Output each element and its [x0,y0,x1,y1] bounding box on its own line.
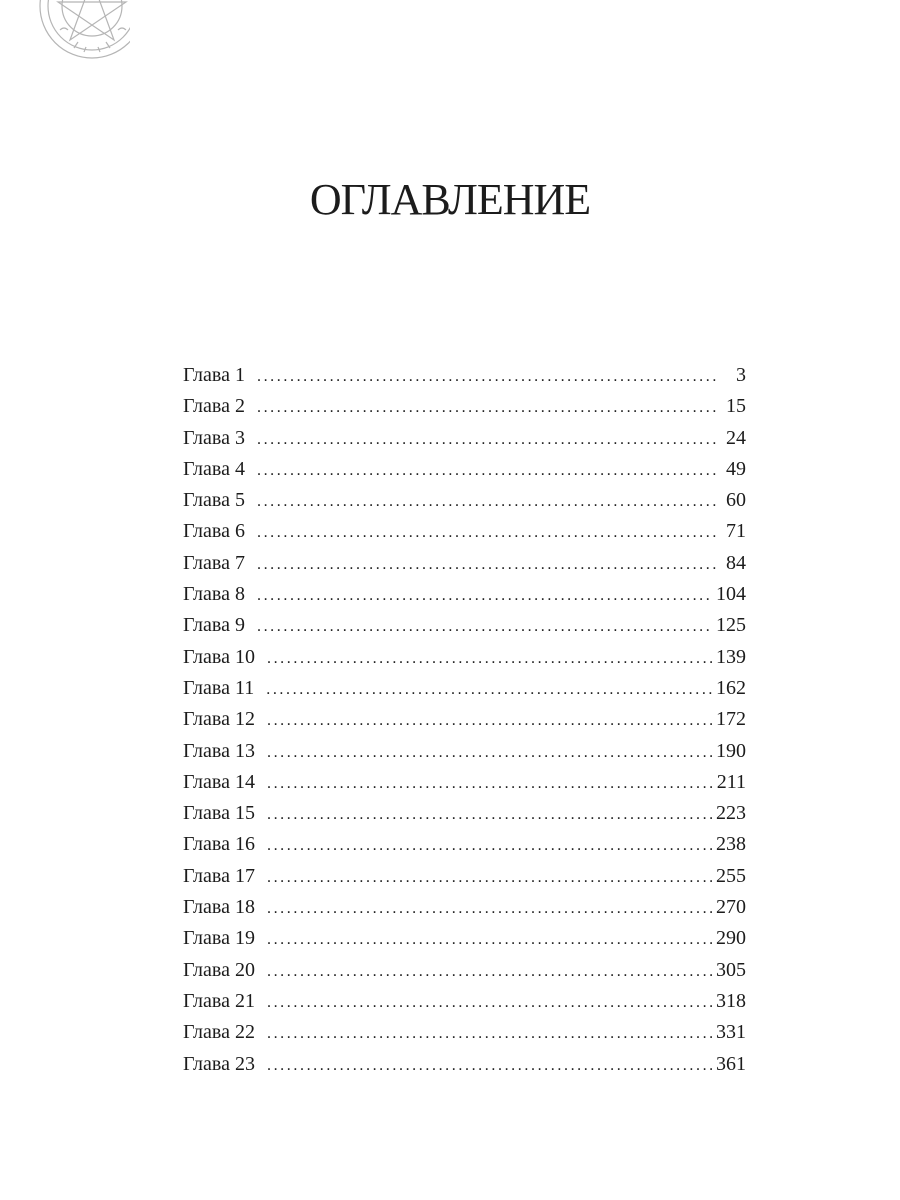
toc-entry-label: Глава 8 [183,583,245,606]
toc-entry[interactable] [183,1049,746,1080]
toc-entry-label: Глава 3 [183,426,245,449]
toc-entry[interactable] [183,516,746,547]
dot-leader [257,455,716,486]
dot-leader [267,768,713,799]
toc-entry-page: 331 [716,1021,746,1044]
toc-entry-page: 211 [716,770,746,793]
toc-entry-page: 238 [716,833,746,856]
dot-leader [257,361,716,392]
toc-entry-label: Глава 4 [183,457,245,480]
toc-entry-label: Глава 6 [183,520,245,543]
toc-entry[interactable] [183,798,746,829]
toc-entry[interactable] [183,391,746,422]
toc-entry-label: Глава 18 [183,896,255,919]
dot-leader [257,611,712,642]
toc-entry-page: 305 [716,958,746,981]
toc-entry-label: Глава 12 [183,708,255,731]
toc-entry[interactable] [183,767,746,798]
dot-leader [257,486,716,517]
toc-entry-label: Глава 13 [183,739,255,762]
toc-entry-page: 60 [726,489,746,512]
toc-entry-page: 255 [716,864,746,887]
toc-entry[interactable] [183,1017,746,1048]
toc-entry-label: Глава 15 [183,802,255,825]
toc-entry-label: Глава 17 [183,864,255,887]
toc-entry[interactable] [183,360,746,391]
toc-entry-page: 172 [716,708,746,731]
dot-leader [257,424,716,455]
dot-leader [267,830,712,861]
toc-entry-label: Глава 9 [183,614,245,637]
toc-entry[interactable] [183,829,746,860]
toc-entry[interactable] [183,548,746,579]
dot-leader [257,580,712,611]
toc-entry[interactable] [183,892,746,923]
toc-entry[interactable] [183,454,746,485]
dot-leader [267,705,712,736]
toc-entry-page: 104 [716,583,746,606]
dot-leader [267,862,712,893]
toc-entry[interactable] [183,955,746,986]
toc-entry-page: 49 [726,457,746,480]
dot-leader [257,392,716,423]
toc-entry-label: Глава 16 [183,833,255,856]
toc-entry-label: Глава 21 [183,989,255,1012]
toc-entry[interactable] [183,673,746,704]
dot-leader [267,924,712,955]
dot-leader [267,1018,712,1049]
toc-entry-page: 139 [716,645,746,668]
toc-entry-page: 3 [736,364,746,386]
toc-entry-page: 162 [716,676,746,699]
toc-entry-label: Глава 23 [183,1052,255,1075]
toc-entry-page: 125 [716,614,746,637]
toc-entry[interactable] [183,610,746,641]
toc-entry-label: Глава 2 [183,395,245,418]
dot-leader [257,549,716,580]
toc-entry-label: Глава 11 [183,676,255,699]
dot-leader [267,799,712,830]
dot-leader [267,956,712,987]
dot-leader [267,1050,712,1081]
toc-entry[interactable] [183,923,746,954]
toc-entry-label: Глава 20 [183,958,255,981]
toc-entry-page: 15 [726,395,746,418]
toc-entry-page: 361 [716,1052,746,1075]
toc-entry[interactable] [183,986,746,1017]
toc-entry[interactable] [183,579,746,610]
toc-entry-label: Глава 5 [183,489,245,512]
toc-entry-page: 223 [716,802,746,825]
dot-leader [267,737,712,768]
toc-entry-label: Глава 22 [183,1021,255,1044]
page-title: ОГЛАВЛЕНИЕ [309,175,591,224]
toc-entry-page: 24 [726,426,746,449]
occult-seal-icon [0,0,130,60]
dot-leader [257,517,716,548]
dot-leader [267,643,712,674]
toc-entry[interactable] [183,704,746,735]
toc-entry[interactable] [183,485,746,516]
toc-entry-page: 290 [716,927,746,950]
dot-leader [267,987,712,1018]
dot-leader [266,674,712,705]
toc-entry-page: 71 [726,520,746,543]
toc-entry-page: 318 [716,989,746,1012]
toc-entry-page: 84 [726,551,746,574]
toc-entry-page: 190 [716,739,746,762]
toc-entry-label: Глава 1 [183,364,245,386]
table-of-contents [183,360,746,1080]
toc-entry-page: 270 [716,896,746,919]
toc-entry-label: Глава 19 [183,927,255,950]
toc-entry-label: Глава 14 [183,770,255,793]
toc-entry[interactable] [183,642,746,673]
toc-entry[interactable] [183,861,746,892]
toc-entry-label: Глава 7 [183,551,245,574]
toc-entry[interactable] [183,423,746,454]
toc-entry-label: Глава 10 [183,645,255,668]
dot-leader [267,893,712,924]
toc-entry[interactable] [183,736,746,767]
